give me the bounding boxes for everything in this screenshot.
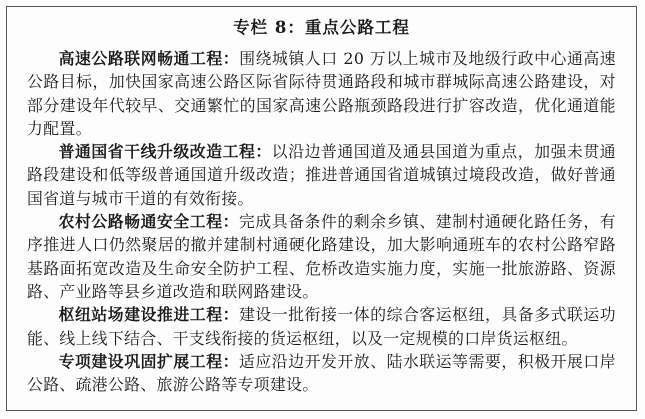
- section-text: 围绕城镇人口 20 万以上城市及地级行政中心通高速公路目标，加快国家高速公路区际省际待贯通路段和城市群城际高速公路建设，对部分建设年代较早、交通繁忙的国家高速公路瓶颈路段进行扩容改造，优化通道能力配置。: [27, 49, 616, 138]
- section-text: 建设一批衔接一体的综合客运枢纽，具备多式联运功能、线上线下结合、干支线衔接的货运枢纽，以及一定规模的口岸货运枢纽。: [27, 305, 616, 348]
- column-box: [6, 6, 637, 411]
- section-heading: 高速公路联网畅通工程：: [58, 49, 240, 68]
- section-rural-roads: [27, 210, 616, 303]
- section-heading: 枢纽站场建设推进工程：: [58, 305, 239, 325]
- section-text: 完成具备条件的剩余乡镇、建制村通硬化路任务，有序推进人口仍然聚居的撤并建制村通硬化路建设，加大影响通班车的农村公路窄路基路面拓宽改造及生命安全防护工程、危桥改造实施力度，实施一批旅游路、资源路、产业路等县乡道改造和联网路建设。: [27, 212, 616, 301]
- section-national-roads: [27, 140, 616, 210]
- section-text: 适应沿边开发开放、陆水联运等需要，积极开展口岸公路、疏港公路、旅游公路等专项建设。: [27, 351, 616, 395]
- section-hubs: [27, 303, 616, 350]
- box-title: 专栏 8：重点公路工程: [233, 18, 410, 37]
- section-heading: 普通国省干线升级改造工程：: [58, 142, 272, 162]
- section-heading: 农村公路畅通安全工程：: [58, 212, 239, 232]
- section-text: 以沿边普通国道及通县国道为重点，加强未贯通路段建设和低等级普通国道升级改造；推进普通国省道城镇过境段改造，做好普通国省道与城市干道的有效衔接。: [27, 142, 616, 208]
- section-heading: 专项建设巩固扩展工程：: [58, 351, 239, 371]
- section-special-projects: [27, 350, 616, 397]
- section-expressway: [27, 47, 616, 140]
